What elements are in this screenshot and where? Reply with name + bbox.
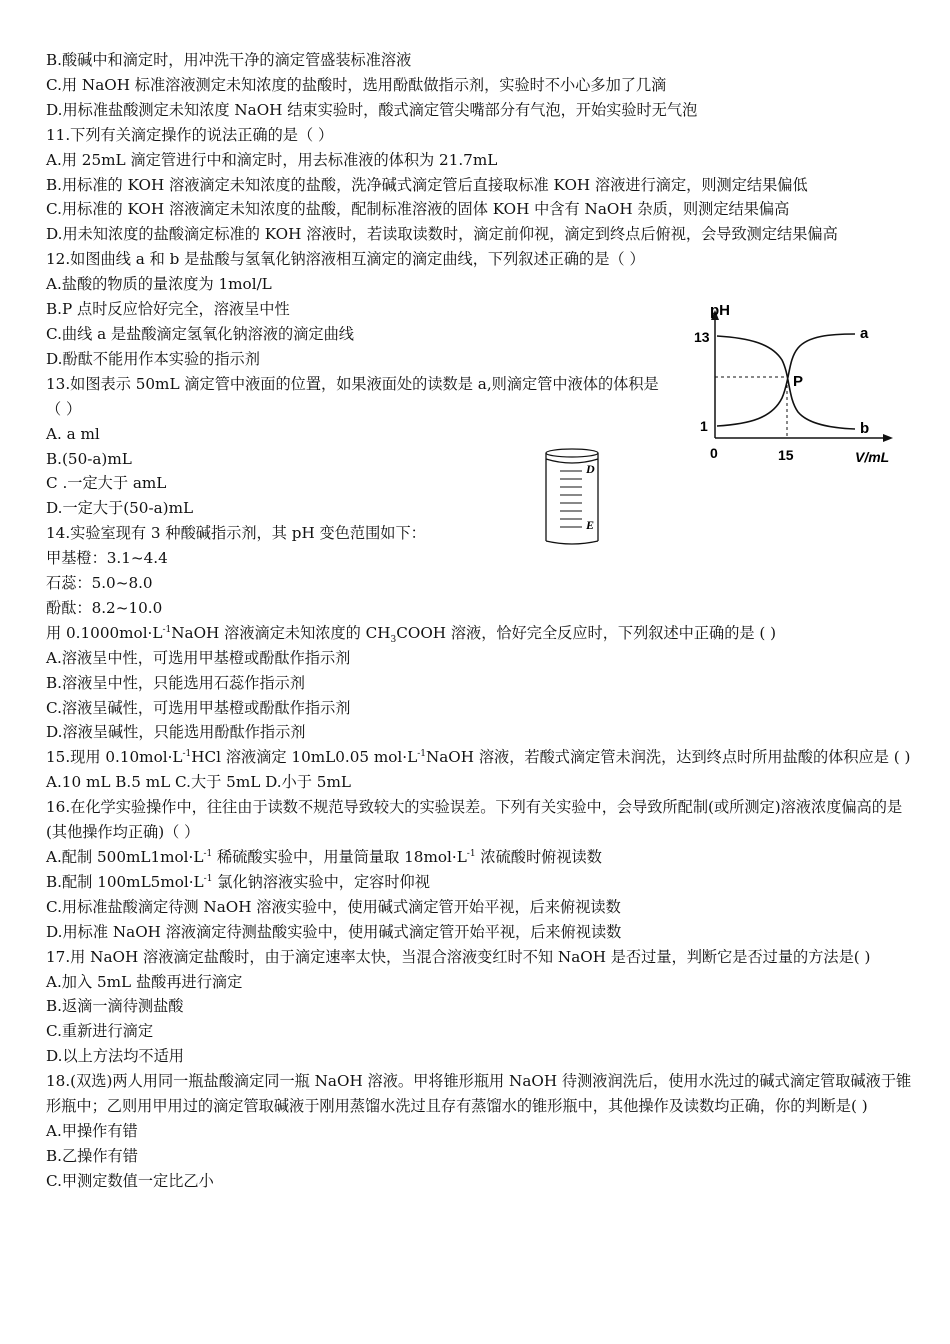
document-page [46,48,916,1194]
mark-label-e: E [586,518,595,532]
text-line: B.配制 $100mL5mol\cdot L^{-1}$ 氯化钠溶液实验中，定容时仰视 [46,872,430,891]
text-line: A.配制 $500mL1mol\cdot L^{-1}$ 稀硫酸实验中，用量筒量取 $18mol\cdot L^{-1}$ 浓硫酸时俯视读数 [46,848,602,866]
question-17-stem: 17.用 NaOH 溶液滴定盐酸时，由于滴定速率太快，当混合溶液变红时不知 NaOH 是否过量，判断它是否过量的方法是( ) [46,947,871,966]
burette-top-rim [546,449,598,457]
x-axis-arrow [883,434,893,442]
question-16-stem: 16.在化学实验操作中，往往由于读数不规范导致较大的实验误差。下列有关实验中，会导致所配制(或所测定)溶液浓度偏高的是(其他操作均正确)（ ） [46,798,903,842]
text-line: B.P 点时反应恰好完全，溶液呈中性 [46,300,290,319]
text-line: A.盐酸的物质的量浓度为 1mol/L [46,275,272,294]
text-line: C.溶液呈碱性，可选用甲基橙或酚酞作指示剂 [46,698,351,717]
graduation-marks [560,471,582,527]
text-line: 石蕊：5.0~8.0 [46,574,153,593]
text-line: C.用 NaOH 标准溶液测定未知浓度的盐酸时，选用酚酞做指示剂，实验时不小心多加了几滴 [46,75,667,94]
question-14-stem: 14.实验室现有 3 种酸碱指示剂，其 pH 变色范围如下： [46,524,426,543]
text-line: 甲基橙：3.1~4.4 [46,549,168,568]
text-line: D.用未知浓度的盐酸滴定标准的 KOH 溶液时，若读取读数时，滴定前仰视，滴定到终点后俯视，会导致测定结果偏高 [46,225,838,244]
text-line: D.一定大于(50-a)mL [46,499,194,518]
tick-label-15: 15 [778,447,794,463]
mark-label-d: D [586,462,595,476]
text-line: 酚酞：8.2~10.0 [46,598,163,617]
question-18-stem: 18.(双选)两人用同一瓶盐酸滴定同一瓶 NaOH 溶液。甲将锥形瓶用 NaOH 待测液润洗后，使用水洗过的碱式滴定管取碱液于锥形瓶中；乙则用甲用过的滴定管取碱液于刚用蒸馏水洗过且存有蒸馏水的锥形瓶中，其他操作及读数均正确，你的判断是( ) [46,1072,912,1116]
text-line: A.10 mL B.5 mL C.大于 5mL D.小于 5mL [46,773,351,792]
text-line: D.酚酞不能用作本实验的指示剂 [46,349,260,368]
text-line: C.用标准的 KOH 溶液滴定未知浓度的盐酸，配制标准溶液的固体 KOH 中含有 NaOH 杂质，则测定结果偏高 [46,200,790,219]
text-line: A.甲操作有错 [46,1121,138,1140]
curve-a-label: a [860,325,869,342]
text-line: B.用标准的 KOH 溶液滴定未知浓度的盐酸，洗净碱式滴定管后直接取标准 KOH 溶液进行滴定，则测定结果偏低 [46,175,808,194]
text-line: D.以上方法均不适用 [46,1047,184,1066]
text-line: A.加入 5mL 盐酸再进行滴定 [46,972,243,991]
text-line: C .一定大于 amL [46,474,167,493]
text-line: A. a ml [46,424,100,443]
burette-bottom [546,541,598,544]
question-11-stem: 11.下列有关滴定操作的说法正确的是（ ） [46,125,334,144]
text-line: B.酸碱中和滴定时，用冲洗干净的滴定管盛装标准溶液 [46,51,412,69]
curve-a [717,334,855,426]
text-line: C.曲线 a 是盐酸滴定氢氧化钠溶液的滴定曲线 [46,324,354,343]
text-line: D.用标准 NaOH 溶液滴定待测盐酸实验中，使用碱式滴定管开始平视，后来俯视读数 [46,922,622,941]
titration-curve-figure [690,300,905,470]
tick-label-13: 13 [694,329,710,345]
text-line: B.溶液呈中性，只能选用石蕊作指示剂 [46,673,305,692]
origin-label: 0 [710,445,718,461]
burette-figure [540,445,605,550]
curve-b-label: b [860,420,870,437]
x-axis-label: V/mL [855,449,890,465]
text-line: C.重新进行滴定 [46,1022,154,1041]
question-12-stem: 12.如图曲线 a 和 b 是盐酸与氢氧化钠溶液相互滴定的滴定曲线，下列叙述正确的是（ ） [46,250,645,269]
text-line: C.用标准盐酸滴定待测 NaOH 溶液实验中，使用碱式滴定管开始平视，后来俯视读数 [46,897,621,916]
text-line: B.乙操作有错 [46,1146,138,1165]
question-13-stem: 13.如图表示 50mL 滴定管中液面的位置，如果液面处的读数是 a,则滴定管中液体的体积是（ ） [46,374,659,418]
text-line: B.(50-a)mL [46,449,132,468]
text-line: 用 $0.1000mol\cdot L^{-1}NaOH$ 溶液滴定未知浓度的 $CH_3COOH$ 溶液，恰好完全反应时，下列叙述中正确的是 ( ) [46,623,777,645]
text-line: A.溶液呈中性，可选用甲基橙或酚酞作指示剂 [46,648,351,667]
y-axis-label: pH [710,302,730,319]
tick-label-1: 1 [700,418,708,434]
text-line: C.甲测定数值一定比乙小 [46,1171,214,1190]
text-line: A.用 25mL 滴定管进行中和滴定时，用去标准液的体积为 21.7mL [46,150,498,169]
question-15-stem: 15.现用 $0.10mol\cdot L^{-1}HCl$ 溶液滴定 10mL0.05 $mol\cdot L^{-1}NaOH$ 溶液，若酸式滴定管未润洗，达到终点时所用盐酸的体积应是 ( ) [46,748,911,767]
point-p-label: P [793,373,804,390]
text-line: B.返滴一滴待测盐酸 [46,997,184,1016]
text-line: D.用标准盐酸测定未知浓度 NaOH 结束实验时，酸式滴定管尖嘴部分有气泡，开始实验时无气泡 [46,100,698,119]
text-line: D.溶液呈碱性，只能选用酚酞作指示剂 [46,723,306,742]
